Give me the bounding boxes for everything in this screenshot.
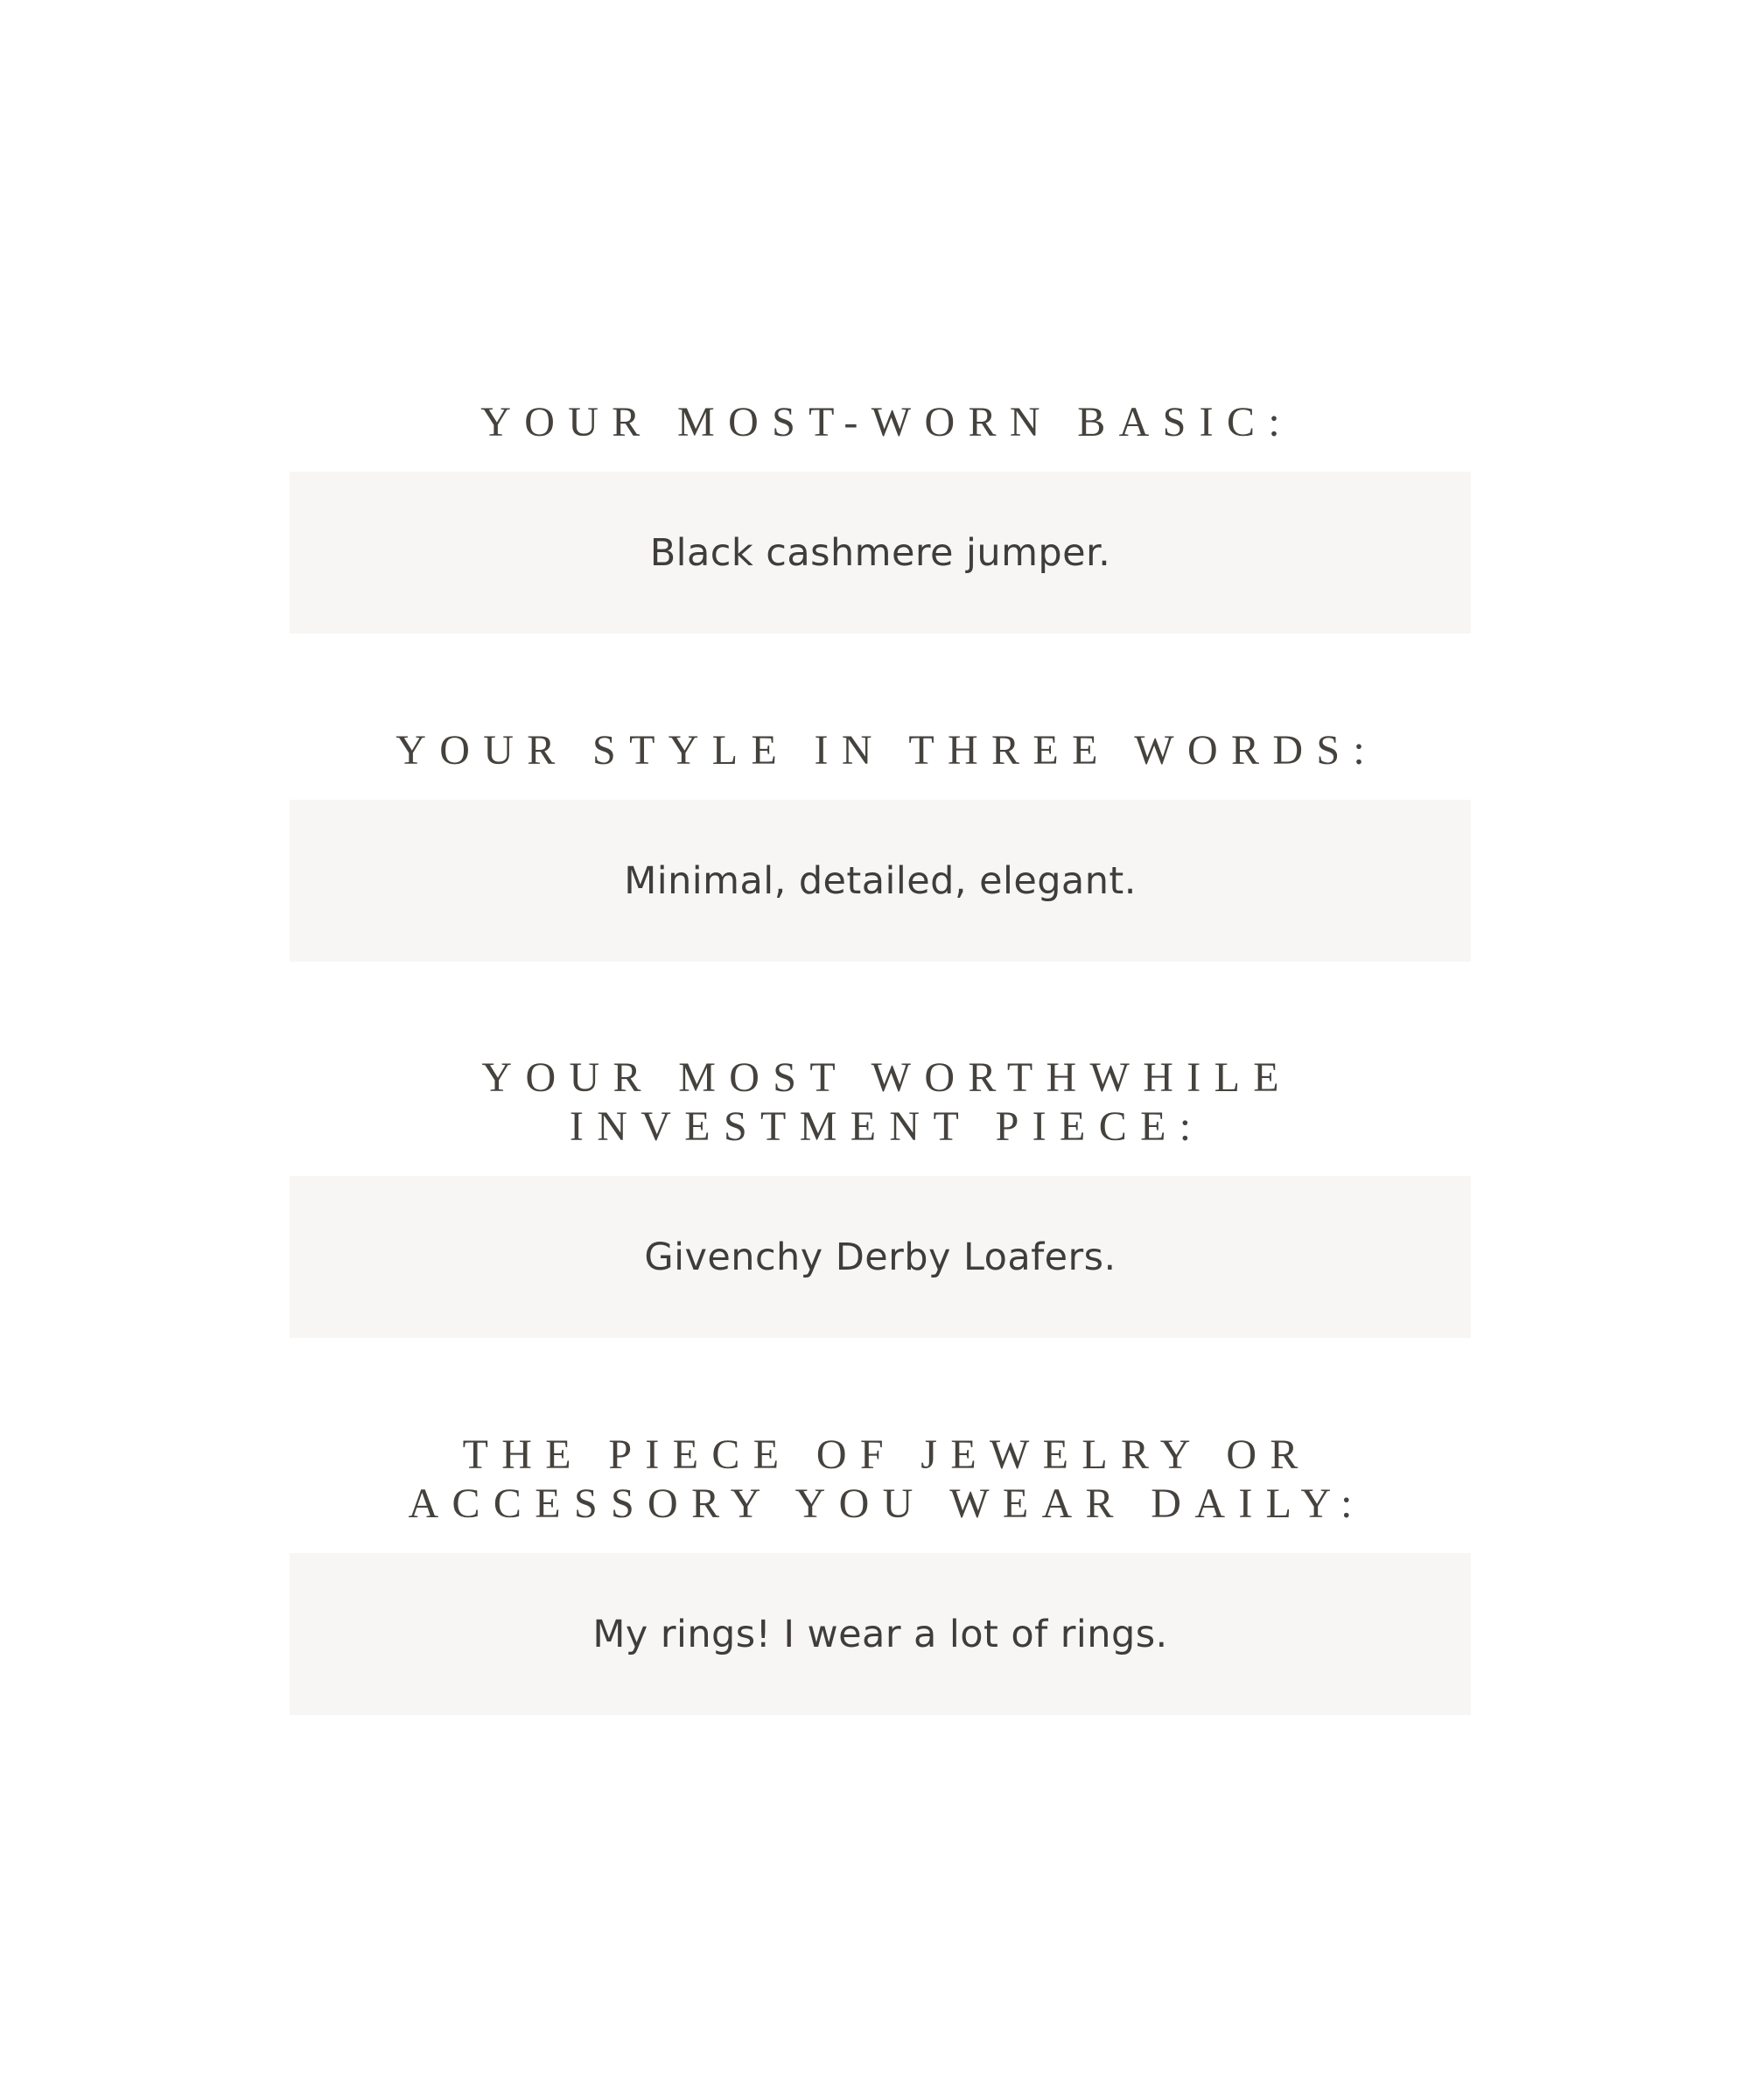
answer-box [290,800,1471,962]
answer-box [290,1176,1471,1338]
qa-item-style-three-words [290,726,1471,962]
question-heading [290,398,1471,447]
question-line: ACCESSORY YOU WEAR DAILY: [408,1480,1366,1527]
answer-text: Black cashmere jumper. [649,530,1111,575]
question-line: THE PIECE OF JEWELRY OR [462,1432,1312,1478]
question-heading [290,1431,1471,1529]
question-line: INVESTMENT PIECE: [569,1103,1205,1150]
answer-text: Givenchy Derby Loafers. [644,1235,1116,1279]
question-heading [290,726,1471,775]
question-line: YOUR MOST-WORN BASIC: [480,399,1294,445]
qa-item-daily-accessory [290,1431,1471,1715]
question-heading [290,1054,1471,1152]
question-line: YOUR STYLE IN THREE WORDS: [396,727,1379,774]
answer-box [290,472,1471,634]
qa-item-most-worn-basic [290,398,1471,634]
answer-box [290,1553,1471,1715]
question-line: YOUR MOST WORTHWHILE [481,1054,1292,1101]
answer-text: My rings! I wear a lot of rings. [592,1612,1168,1656]
answer-text: Minimal, detailed, elegant. [624,858,1137,903]
qa-item-investment-piece [290,1054,1471,1338]
